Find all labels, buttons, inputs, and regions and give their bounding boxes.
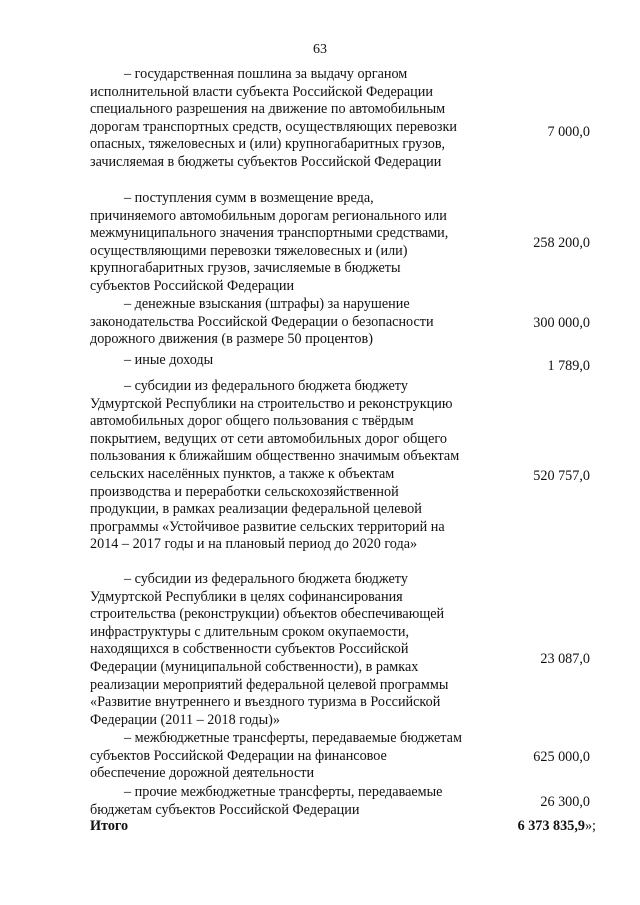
item-amount: 7 000,0 (547, 124, 590, 140)
page-number: 63 (313, 42, 327, 57)
item-amount: 258 200,0 (533, 235, 590, 251)
total-amount: 6 373 835,9»; (517, 818, 596, 834)
total-row (90, 818, 596, 838)
list-item (90, 190, 590, 296)
item-amount: 1 789,0 (547, 358, 590, 374)
total-label: Итого (90, 818, 129, 834)
item-description: – субсидии из федерального бюджета бюджету Удмуртской Республики в целях софинансирования строительства (реконструкции) объектов обеспечивающей инфраструктуры с длительным сроком окупаемости, находящихся в собственности субъектов Российской Федерации (муниципальной собственности), в рамках реализации мероприятий федеральной целевой программы «Развитие внутреннего и въездного туризма в Российской Федерации (2011 – 2018 годы)» (90, 571, 449, 728)
item-amount: 23 087,0 (540, 651, 590, 667)
list-item (90, 66, 590, 172)
item-description: – прочие межбюджетные трансферты, передаваемые бюджетам субъектов Российской Федерации (90, 784, 443, 818)
item-description: – поступления сумм в возмещение вреда, причиняемого автомобильным дорогам регионального или межмуниципального значения транспортными средствами, осуществляющими перевозки тяжеловесных и (или) крупногабаритных грузов, зачисляемые в бюджеты субъектов Российской Федерации (90, 190, 449, 294)
list-item (90, 378, 590, 554)
item-description: – государственная пошлина за выдачу органом исполнительной власти субъекта Российской Федерации специального разрешения на движение по автомобильным дорогам транспортных средств, осуществляющих перевозки опасных, тяжеловесных и (или) крупногабаритных грузов, зачисляемая в бюджеты субъектов Российской Федерации (90, 66, 458, 170)
item-amount: 26 300,0 (540, 794, 590, 810)
item-amount: 520 757,0 (533, 468, 590, 484)
list-item (90, 352, 590, 374)
list-item (90, 571, 590, 729)
list-item (90, 730, 590, 783)
item-description: – субсидии из федерального бюджета бюджету Удмуртской Республики на строительство и реконструкцию автомобильных дорог общего пользования с твёрдым покрытием, ведущих от сети автомобильных дорог общего пользования к ближайшим общественно значимым объектам сельских населённых пунктов, а также к объектам производства и переработки сельскохозяйственной продукции, в рамках реализации федеральной целевой программы «Устойчивое развитие сельских территорий на 2014 – 2017 годы и на плановый период до 2020 года» (90, 378, 460, 553)
item-amount: 300 000,0 (533, 315, 590, 331)
item-amount: 625 000,0 (533, 749, 590, 765)
item-description: – иные доходы (124, 352, 214, 368)
item-description: – денежные взыскания (штрафы) за нарушение законодательства Российской Федерации о безопасности дорожного движения (в размере 50 процентов) (90, 296, 434, 348)
list-item (90, 784, 590, 819)
list-item (90, 296, 590, 349)
item-description: – межбюджетные трансферты, передаваемые бюджетам субъектов Российской Федерации на финансовое обеспечение дорожной деятельности (90, 730, 462, 782)
